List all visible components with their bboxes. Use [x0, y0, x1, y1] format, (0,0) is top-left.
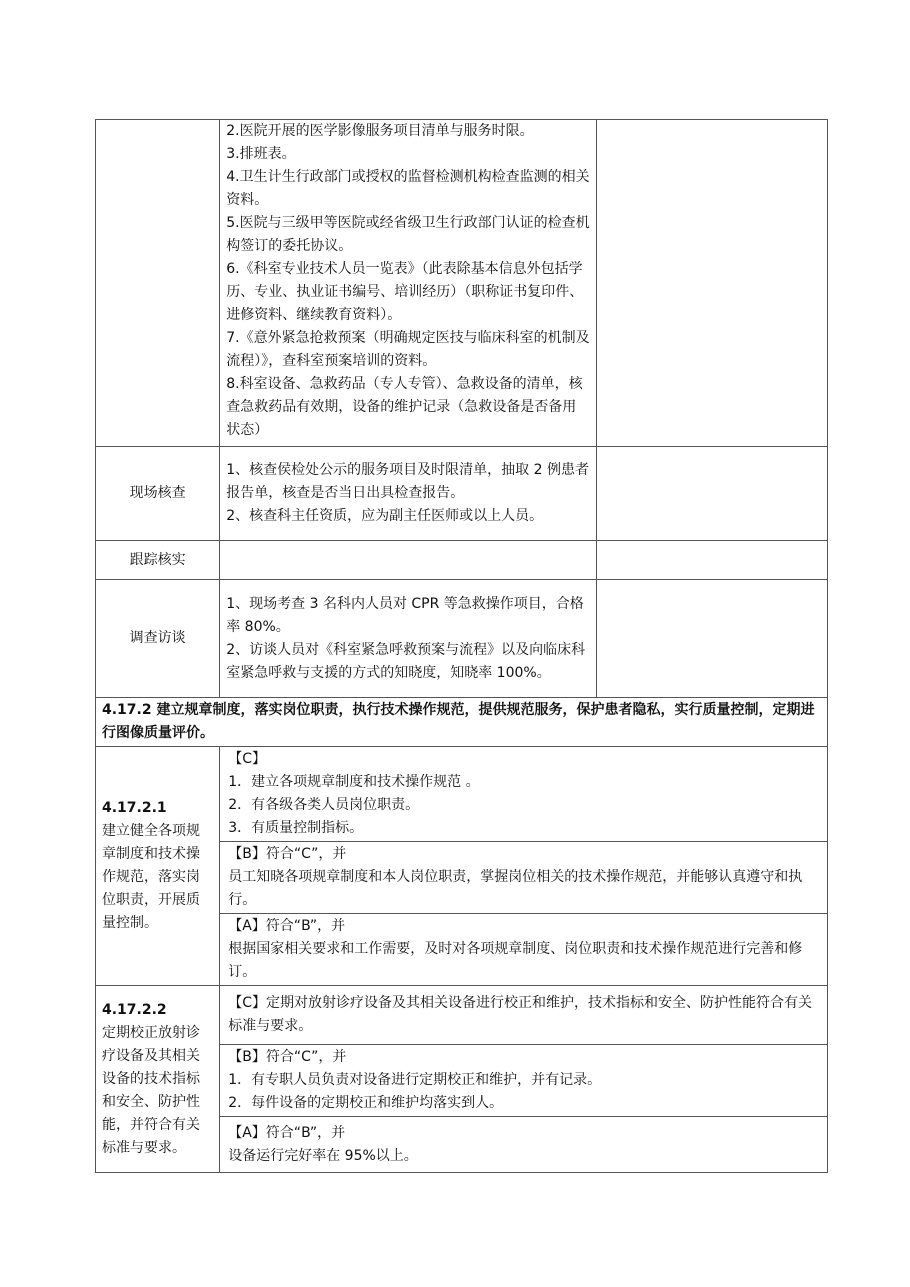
docs-item: 2.医院开展的医学影像服务项目清单与服务时限。 — [226, 123, 534, 139]
grade-c-head: 【C】 — [228, 751, 267, 767]
std-41721-title: 建立健全各项规章制度和技术操作规范，落实岗位职责，开展质量控制。 — [102, 823, 200, 931]
grade-a-item: 根据国家相关要求和工作需要，及时对各项规章制度、岗位职责和技术操作规范进行完善和修订。 — [228, 941, 803, 980]
docs-item: 4.卫生计生行政部门或授权的监督检测机构检查监测的相关资料。 — [226, 169, 590, 208]
onsite-item: 2、核查科主任资质，应为副主任医师或以上人员。 — [226, 508, 544, 524]
docs-row — [96, 120, 828, 447]
interview-items-cell — [220, 580, 597, 698]
grade-c-item: 3．有质量控制指标。 — [228, 820, 364, 836]
tracking-content-cell — [220, 541, 597, 580]
section-heading-row — [96, 698, 828, 747]
onsite-notes-cell — [597, 447, 828, 541]
tracking-label: 跟踪核实 — [96, 541, 220, 580]
onsite-label: 现场核查 — [96, 447, 220, 541]
docs-item: 3.排班表。 — [226, 146, 296, 162]
docs-notes-cell — [597, 120, 828, 447]
grade-a-item: 设备运行完好率在 95%以上。 — [228, 1147, 418, 1164]
docs-item: 8.科室设备、急救药品（专人专管）、急救设备的清单，核查急救药品有效期，设备的维护记录（急救设备是否备用状态） — [226, 376, 583, 438]
grade-a-head: 【A】符合“B”，并 — [228, 918, 346, 934]
onsite-items-cell — [220, 447, 597, 541]
std-41722-code: 4.17.2.2 — [102, 1001, 167, 1018]
interview-notes-cell — [597, 580, 828, 698]
std-41722-grade-b — [220, 1045, 828, 1117]
grade-a-head: 【A】符合“B”，并 — [228, 1124, 346, 1141]
section-heading: 4.17.2 建立规章制度，落实岗位职责，执行技术操作规范，提供规范服务，保护患者隐私，实行质量控制，定期进行图像质量评价。 — [96, 698, 828, 747]
grade-b-item: 员工知晓各项规章制度和本人岗位职责，掌握岗位相关的技术操作规范，并能够认真遵守和执行。 — [228, 869, 803, 908]
std-41722-grade-c — [220, 986, 828, 1045]
std-41722-c-row — [96, 986, 828, 1045]
std-41721-code: 4.17.2.1 — [102, 800, 167, 816]
docs-item: 6.《科室专业技术人员一览表》（此表除基本信息外包括学历、专业、执业证书编号、培训经历）（职称证书复印件、进修资料、继续教育资料）。 — [226, 261, 584, 323]
std-41721-grade-c — [220, 747, 828, 842]
docs-label-cell — [96, 120, 220, 447]
docs-list-cell — [220, 120, 597, 447]
onsite-item: 1、核查侯检处公示的服务项目及时限清单，抽取 2 例患者报告单，核查是否当日出具检查报告。 — [226, 462, 589, 501]
grade-c-item: 2．有各级各类人员岗位职责。 — [228, 797, 420, 813]
grade-b-item: 1．有专职人员负责对设备进行定期校正和维护，并有记录。 — [228, 1072, 602, 1088]
std-41721-title-cell — [96, 747, 220, 986]
interview-item: 2、访谈人员对《科室紧急呼救预案与流程》以及向临床科室紧急呼救与支援的方式的知晓度，知晓率 100%。 — [226, 641, 586, 681]
docs-item: 7.《意外紧急抢救预案（明确规定医技与临床科室的机制及流程）》，查科室预案培训的资料。 — [226, 330, 590, 369]
docs-item: 5.医院与三级甲等医院或经省级卫生行政部门认证的检查机构签订的委托协议。 — [226, 215, 590, 254]
grade-b-head: 【B】符合“C”，并 — [228, 846, 347, 862]
std-41722-grade-a — [220, 1117, 828, 1173]
grade-b-item: 2．每件设备的定期校正和维护均落实到人。 — [228, 1095, 504, 1111]
grade-b-head: 【B】符合“C”，并 — [228, 1049, 347, 1065]
tracking-row — [96, 541, 828, 580]
std-41721-grade-a — [220, 914, 828, 986]
grade-c-item: 1．建立各项规章制度和技术操作规范 。 — [228, 774, 480, 790]
std-41722-title: 定期校正放射诊疗设备及其相关设备的技术指标和安全、防护性能，并符合有关标准与要求。 — [102, 1024, 200, 1156]
std-41721-grade-b — [220, 842, 828, 914]
std-41721-c-row — [96, 747, 828, 842]
std-41722-title-cell — [96, 986, 220, 1173]
onsite-row — [96, 447, 828, 541]
assessment-table — [95, 119, 828, 1173]
grade-c-text: 【C】定期对放射诊疗设备及其相关设备进行校正和维护，技术指标和安全、防护性能符合有关标准与要求。 — [228, 995, 813, 1034]
interview-item: 1、现场考查 3 名科内人员对 CPR 等急救操作项目，合格率 80%。 — [226, 595, 584, 635]
tracking-notes-cell — [597, 541, 828, 580]
interview-label: 调查访谈 — [96, 580, 220, 698]
interview-row — [96, 580, 828, 698]
